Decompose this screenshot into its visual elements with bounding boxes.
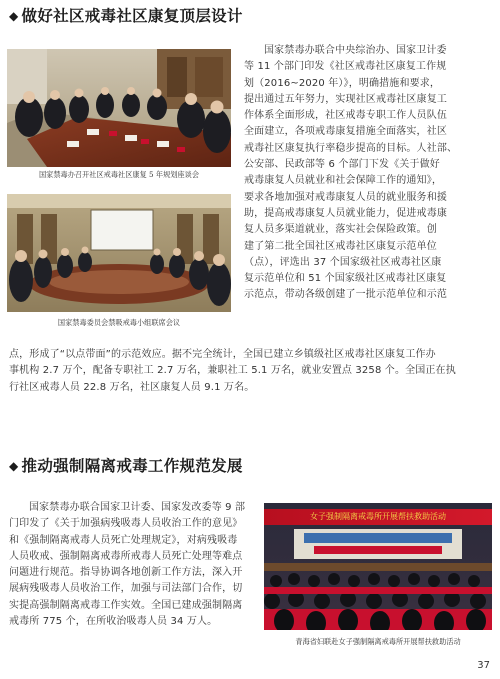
section1-body-full — [9, 347, 492, 396]
text-line: 全面建立，各项戒毒康复措施全面落实，社区 — [244, 126, 447, 138]
photo2-caption: 国家禁毒委员会禁吸戒毒小组联席会议 — [57, 318, 181, 327]
section2-heading-text: 推动强制隔离戒毒工作规范发展 — [21, 457, 243, 475]
text-line: 示范点，带动各级创建了一批示范单位和示范 — [244, 289, 447, 301]
section1-heading — [9, 6, 243, 27]
text-line: 戒毒康复人员就业和社会保障工作的通知》， — [244, 175, 442, 187]
joint-meeting-photo — [7, 194, 231, 312]
text-line: 门印发了《关于加强病残吸毒人员收治工作的意见》 — [9, 518, 243, 530]
text-line: 和《强制隔离戒毒人员死亡处理规定》，对病残吸毒 — [9, 534, 238, 546]
text-line: 实提高强制隔离戒毒工作实效。全国已建成强制隔离 — [9, 599, 243, 611]
text-line: 戒毒社区康复执行率稳步提高的目标。人社部、 — [244, 142, 458, 154]
section1-heading-text: 做好社区戒毒社区康复顶层设计 — [21, 7, 243, 25]
text-line: 等 11 个部门印发《社区戒毒社区康复工作规 — [244, 61, 447, 73]
text-line: 问题进行规范。指导协调各地创新工作方法，深入开 — [9, 567, 243, 579]
seminar-photo — [7, 49, 231, 167]
text-line: 人员收戒、强制隔离戒毒所戒毒人员死亡处理等难点 — [9, 550, 243, 562]
text-line: （点），评选出 37 个国家级社区戒毒社区康 — [244, 256, 442, 268]
section2-body — [9, 500, 259, 630]
text-line: 公安部、民政部等 6 个部门下发《关于做好 — [244, 159, 440, 171]
event-banner-text: 女子强制隔离戒毒所开展帮扶救助活动 — [310, 512, 446, 521]
text-line: 国家禁毒办联合中央综治办、国家卫计委 — [264, 45, 447, 56]
text-line: 要求各地加强对戒毒康复人员的就业服务和援 — [244, 191, 447, 203]
text-line: 复人员多渠道就业，落实社会保险政策。创 — [244, 224, 437, 236]
section2-heading — [9, 456, 243, 477]
diamond-bullet-icon: ◆ — [9, 459, 19, 473]
page-number: 37 — [477, 660, 490, 671]
text-line: 展病残吸毒人员收治工作，加强与司法部门合作，切 — [9, 583, 243, 595]
text-line: 划（2016~2020 年）》，明确措施和要求， — [244, 77, 441, 89]
text-line: 戒毒所 775 个，在所收治吸毒人员 34 万人。 — [9, 616, 218, 628]
photo1-caption: 国家禁毒办召开社区戒毒社区康复 5 年规划座谈会 — [38, 170, 200, 179]
text-line: 事机构 2.7 万个，配备专职社工 2.7 万名，兼职社工 5.1 万名，就业安置点 3258 个。全国正在执 — [9, 365, 456, 377]
text-line: 作体系全面形成，社区戒毒专职工作人员队伍 — [244, 110, 447, 122]
text-line: 助，提高戒毒康复人员就业能力，促进戒毒康 — [244, 207, 447, 219]
text-line: 复示范单位和 51 个国家级社区戒毒社区康复 — [244, 273, 447, 285]
assistance-event-photo — [264, 503, 492, 630]
photo3-caption: 青海省妇联赴女子强制隔离戒毒所开展帮扶救助活动 — [295, 637, 461, 646]
text-line: 点，形成了“以点带面”的示范效应。据不完全统计，全国已建立乡镇级社区戒毒社区康复工作办 — [9, 349, 436, 360]
section1-body-right — [244, 43, 492, 304]
text-line: 提出通过五年努力，实现社区戒毒社区康复工 — [244, 93, 447, 105]
text-line: 国家禁毒办联合国家卫计委、国家发改委等 9 部 — [29, 502, 246, 513]
text-line: 建了第二批全国社区戒毒社区康复示范单位 — [244, 240, 437, 252]
text-line: 行社区戒毒人员 22.8 万名，社区康复人员 9.1 万名。 — [9, 381, 255, 393]
diamond-bullet-icon: ◆ — [9, 9, 19, 23]
